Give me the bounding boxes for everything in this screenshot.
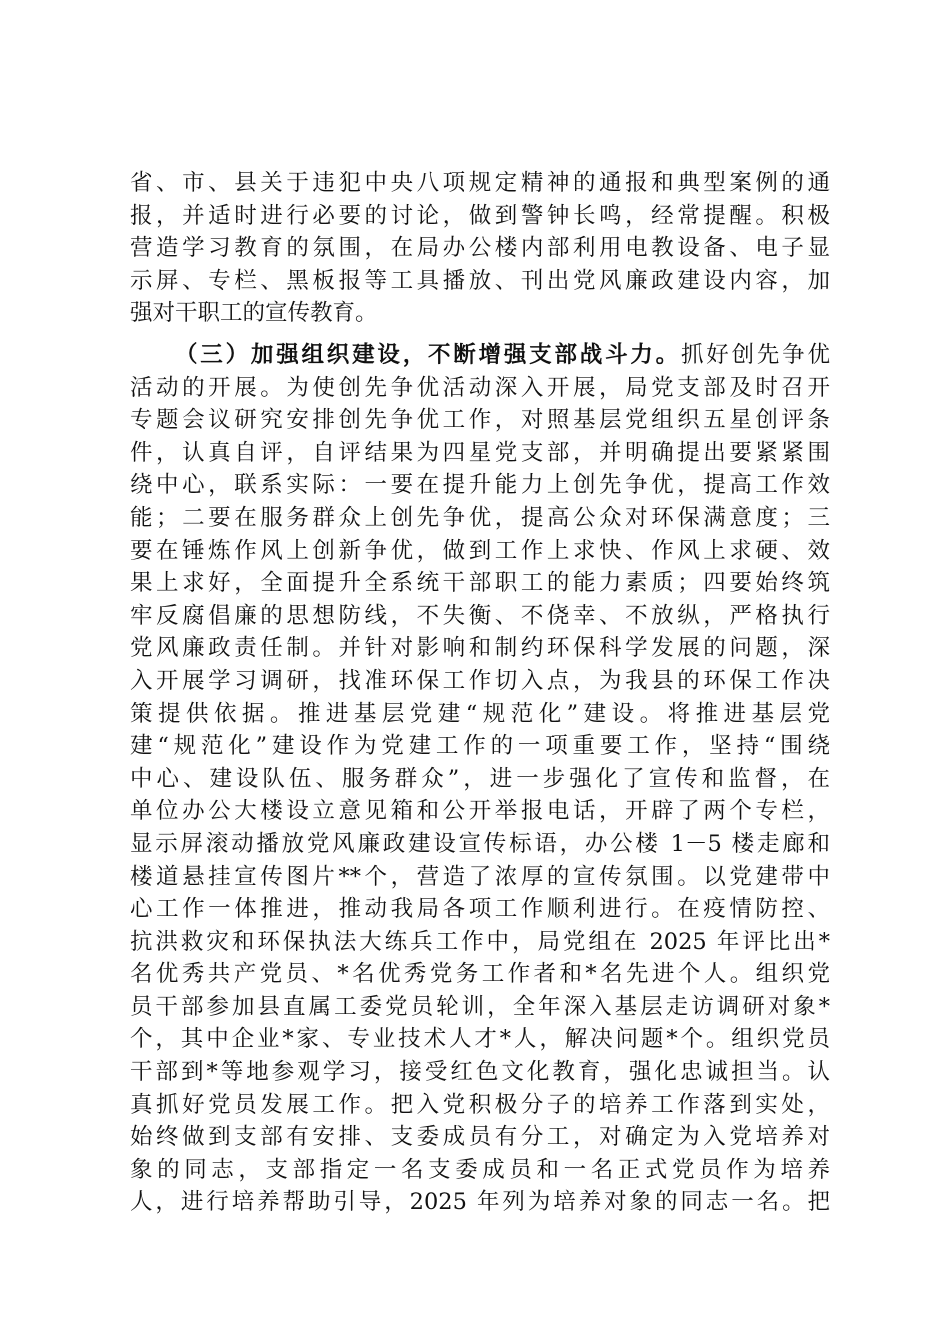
paragraph-line: 显示屏滚动播放党风廉政建设宣传标语，办公楼 1－5 楼走廊和 [130, 830, 830, 857]
paragraph-line: 名优秀共产党员、*名优秀党务工作者和*名先进个人。组织党 [130, 961, 830, 988]
paragraph-line: 个，其中企业*家、专业技术人才*人，解决问题*个。组织党员 [130, 1026, 830, 1053]
section-heading: （三）加强组织建设，不断增强支部战斗力。 [175, 342, 681, 368]
paragraph-line: 入开展学习调研，找准环保工作切入点，为我县的环保工作决 [130, 667, 830, 694]
paragraph-line: 果上求好，全面提升全系统干部职工的能力素质；四要始终筑 [130, 570, 830, 597]
paragraph-line: 中心、建设队伍、服务群众”，进一步强化了宣传和监督，在 [130, 765, 830, 792]
paragraph-line: 始终做到支部有安排、支委成员有分工，对确定为入党培养对 [130, 1124, 830, 1151]
paragraph-line: 专题会议研究安排创先争优工作，对照基层党组织五星创评条 [130, 407, 830, 434]
paragraph-line: 牢反腐倡廉的思想防线，不失衡、不侥幸、不放纵，严格执行 [130, 602, 830, 629]
paragraph-line: 抗洪救灾和环保执法大练兵工作中，局党组在 2025 年评比出* [130, 928, 830, 955]
paragraph-line: 人，进行培养帮助引导，2025 年列为培养对象的同志一名。把 [130, 1189, 830, 1216]
paragraph-line: 单位办公大楼设立意见箱和公开举报电话，开辟了两个专栏， [130, 798, 830, 825]
paragraph-line: 党风廉政责任制。并针对影响和制约环保科学发展的问题，深 [130, 635, 830, 662]
paragraph-line: 建“规范化”建设作为党建工作的一项重要工作，坚持“围绕 [130, 733, 830, 760]
paragraph-line: 绕中心，联系实际：一要在提升能力上创先争优，提高工作效 [130, 472, 830, 499]
paragraph-line: 报，并适时进行必要的讨论，做到警钟长鸣，经常提醒。积极 [130, 202, 830, 229]
paragraph-text: 抓好创先争优 [680, 342, 830, 368]
paragraph-line: 员干部参加县直属工委党员轮训，全年深入基层走访调研对象* [130, 993, 830, 1020]
paragraph-line: 营造学习教育的氛围，在局办公楼内部利用电教设备、电子显 [130, 235, 830, 262]
paragraph-line: 楼道悬挂宣传图片**个，营造了浓厚的宣传氛围。以党建带中 [130, 863, 830, 890]
paragraph-line: 象的同志，支部指定一名支委成员和一名正式党员作为培养 [130, 1156, 830, 1183]
paragraph-2 [130, 339, 830, 1219]
paragraph-line: 能；二要在服务群众上创先争优，提高公众对环保满意度；三 [130, 504, 830, 531]
paragraph-line: 省、市、县关于违犯中央八项规定精神的通报和典型案例的通 [130, 170, 830, 196]
paragraph-line: 活动的开展。为使创先争优活动深入开展，局党支部及时召开 [130, 374, 830, 401]
paragraph-1 [130, 167, 830, 330]
paragraph-line: 策提供依据。推进基层党建“规范化”建设。将推进基层党 [130, 700, 830, 727]
paragraph-line: 心工作一体推进，推动我局各项工作顺利进行。在疫情防控、 [130, 896, 830, 923]
paragraph-first-line [130, 339, 830, 372]
paragraph-line: 要在锤炼作风上创新争优，做到工作上求快、作风上求硬、效 [130, 537, 830, 564]
paragraph-line: 示屏、专栏、黑板报等工具播放、刊出党风廉政建设内容，加 [130, 267, 830, 294]
paragraph-line: 件，认真自评，自评结果为四星党支部，并明确提出要紧紧围 [130, 439, 830, 466]
paragraph-line: 真抓好党员发展工作。把入党积极分子的培养工作落到实处， [130, 1091, 830, 1118]
paragraph-line: 强对干职工的宣传教育。 [130, 300, 378, 327]
paragraph-line: 干部到*等地参观学习，接受红色文化教育，强化忠诚担当。认 [130, 1059, 830, 1086]
